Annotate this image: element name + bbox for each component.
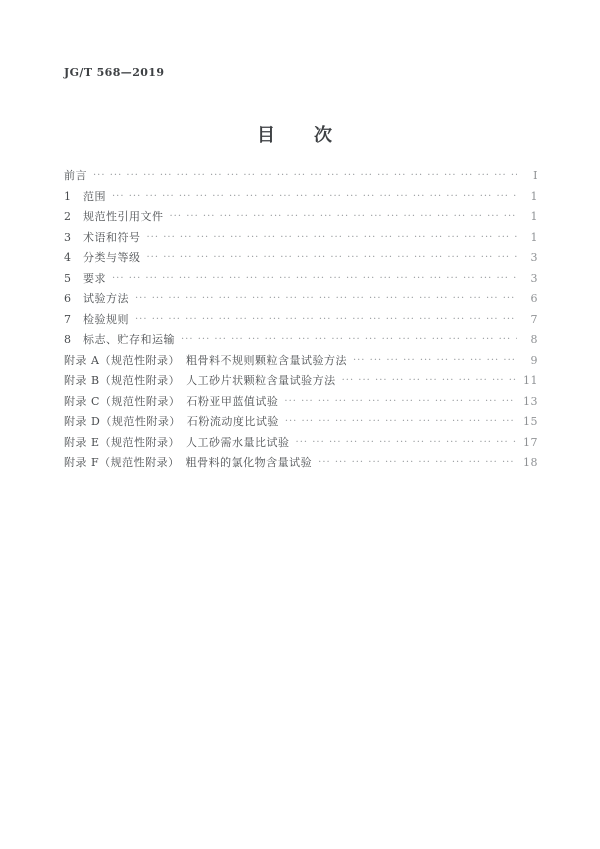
toc-entry (64, 453, 538, 474)
toc-entry (64, 330, 538, 351)
dot-leader (112, 269, 517, 290)
toc-entry-label: 2 规范性引用文件 (64, 210, 164, 223)
dot-leader (135, 310, 517, 331)
toc-entry-label: 附录 F（规范性附录） 粗骨料的氯化物含量试验 (64, 456, 313, 469)
toc-entry-page: 18 (523, 456, 538, 469)
toc-entry (64, 289, 538, 310)
dot-leader (342, 371, 517, 392)
toc-entry-page: 3 (530, 271, 538, 285)
dot-leader (284, 392, 517, 413)
toc-entry-label: 8 标志、贮存和运输 (64, 333, 175, 346)
toc-entry-page: 1 (530, 230, 538, 244)
toc-entry-label: 1 范围 (64, 189, 106, 203)
toc-entry (64, 187, 538, 208)
toc-entry-label: 前言 (64, 169, 87, 182)
toc-entry-page: 15 (523, 415, 538, 428)
dot-leader (285, 412, 517, 433)
toc-entry (64, 248, 538, 269)
dot-leader (170, 207, 518, 228)
toc-entry (64, 207, 538, 228)
table-of-contents (64, 166, 538, 474)
toc-entry-page: 8 (530, 333, 538, 346)
toc-entry-label: 附录 C（规范性附录） 石粉亚甲蓝值试验 (64, 394, 279, 408)
dot-leader (147, 248, 518, 269)
toc-entry (64, 310, 538, 331)
dot-leader (181, 330, 517, 351)
toc-entry (64, 412, 538, 433)
toc-entry (64, 351, 538, 372)
dot-leader (353, 351, 517, 372)
toc-entry-page: 1 (530, 189, 538, 203)
toc-entry (64, 269, 538, 290)
standard-code: JG/T 568—2019 (64, 66, 165, 79)
toc-entry (64, 166, 538, 187)
toc-entry-label: 4 分类与等级 (64, 251, 141, 264)
dot-leader (93, 166, 517, 187)
toc-entry-label: 3 术语和符号 (64, 230, 141, 244)
toc-entry-page: 1 (530, 210, 538, 223)
toc-entry (64, 433, 538, 454)
dot-leader (318, 453, 517, 474)
dot-leader (135, 289, 517, 310)
toc-entry-page: 13 (523, 394, 538, 408)
toc-entry-page: 6 (530, 292, 538, 305)
toc-entry-label: 6 试验方法 (64, 292, 129, 305)
toc-entry (64, 228, 538, 249)
toc-entry-label: 附录 E（规范性附录） 人工砂需水量比试验 (64, 435, 290, 449)
dot-leader (296, 433, 517, 454)
toc-entry-page: 17 (523, 435, 538, 449)
dot-leader (147, 228, 518, 249)
toc-entry-label: 附录 B（规范性附录） 人工砂片状颗粒含量试验方法 (64, 374, 336, 387)
toc-entry-label: 附录 D（规范性附录） 石粉流动度比试验 (64, 415, 279, 428)
dot-leader (112, 187, 517, 208)
toc-entry-page: 9 (530, 353, 538, 367)
toc-entry-label: 7 检验规则 (64, 312, 129, 326)
toc-entry-page: 11 (523, 374, 538, 387)
toc-entry-page: 3 (530, 251, 538, 264)
toc-entry (64, 371, 538, 392)
toc-entry-page: 7 (530, 312, 538, 326)
toc-entry-label: 附录 A（规范性附录） 粗骨料不规则颗粒含量试验方法 (64, 353, 347, 367)
page-title: 目 次 (257, 125, 333, 146)
toc-entry-page: Ⅰ (533, 169, 538, 182)
toc-entry-label: 5 要求 (64, 271, 106, 285)
toc-entry (64, 392, 538, 413)
